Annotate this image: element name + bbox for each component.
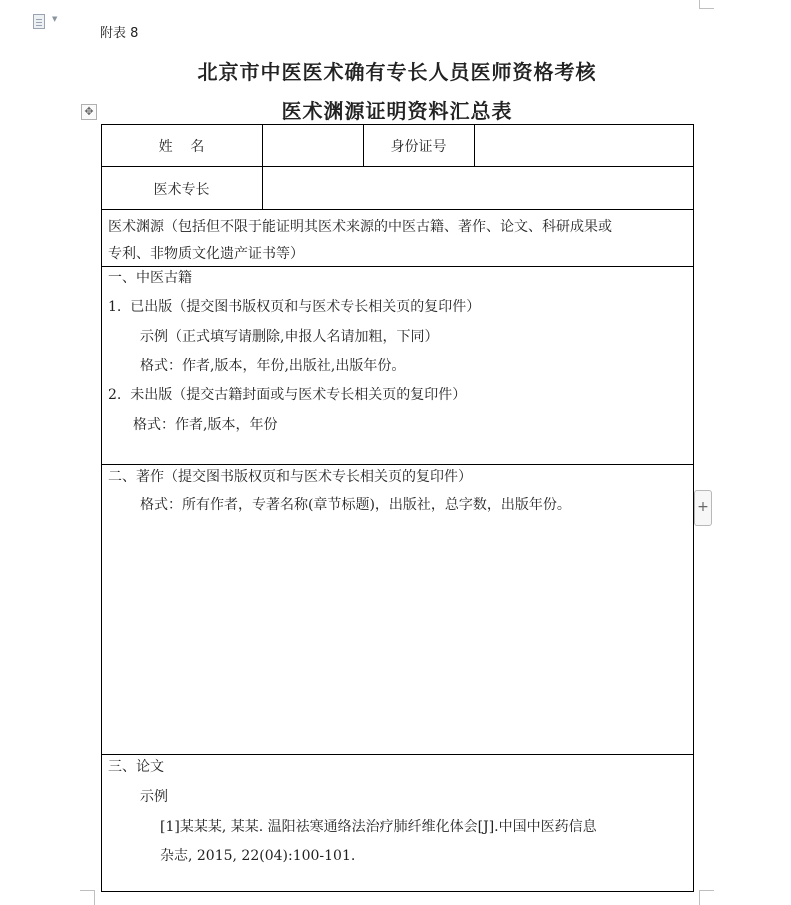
section1-item1: 1. 已出版（提交图书版权页和与医术专长相关页的复印件） (108, 299, 481, 315)
section3-example-label: 示例 (140, 789, 168, 805)
page-title-line1: 北京市中医医术确有专长人员医师资格考核 (197, 60, 597, 84)
page-corner-mark (80, 890, 95, 905)
col-divider (262, 124, 263, 209)
dropdown-caret-icon[interactable]: ▼ (52, 15, 58, 23)
document-icon[interactable] (33, 14, 45, 29)
row-divider (101, 464, 694, 465)
move-handle-icon[interactable]: ✥ (81, 104, 97, 120)
page-corner-mark (699, 0, 714, 9)
appendix-label: 附表 8 (100, 26, 139, 41)
name-label: 姓 名 (158, 139, 205, 155)
id-number-label: 身份证号 (390, 139, 447, 155)
row-divider (101, 166, 694, 167)
col-divider (474, 124, 475, 166)
section1-heading: 一、中医古籍 (108, 270, 192, 286)
origin-description-line2: 专利、非物质文化遗产证书等） (108, 246, 304, 262)
row-divider (101, 754, 694, 755)
section2-heading: 二、著作（提交图书版权页和与医术专长相关页的复印件） (108, 469, 472, 485)
page-corner-mark (699, 890, 714, 905)
page-title-line2: 医术渊源证明资料汇总表 (281, 99, 513, 123)
section3-reference-line1: [1]某某某, 某某. 温阳祛寒通络法治疗肺纤维化体会[J].中国中医药信息 (160, 819, 597, 835)
section2-format: 格式：所有作者，专著名称(章节标题)，出版社，总字数，出版年份。 (140, 497, 571, 513)
row-divider (101, 209, 694, 210)
section3-reference-line2: 杂志, 2015, 22(04):100-101. (160, 848, 356, 864)
section3-heading: 三、论文 (108, 759, 164, 775)
origin-description-line1: 医术渊源（包括但不限于能证明其医术来源的中医古籍、著作、论文、科研成果或 (108, 219, 612, 235)
add-column-icon[interactable]: + (694, 490, 712, 526)
section1-item2: 2. 未出版（提交古籍封面或与医术专长相关页的复印件） (108, 387, 467, 403)
section1-item2-format: 格式：作者,版本，年份 (133, 417, 278, 433)
section1-item1-format: 格式：作者,版本，年份,出版社,出版年份。 (140, 358, 406, 374)
section1-item1-example: 示例（正式填写请删除,申报人名请加粗，下同） (140, 329, 439, 345)
specialty-label: 医术专长 (153, 182, 210, 198)
